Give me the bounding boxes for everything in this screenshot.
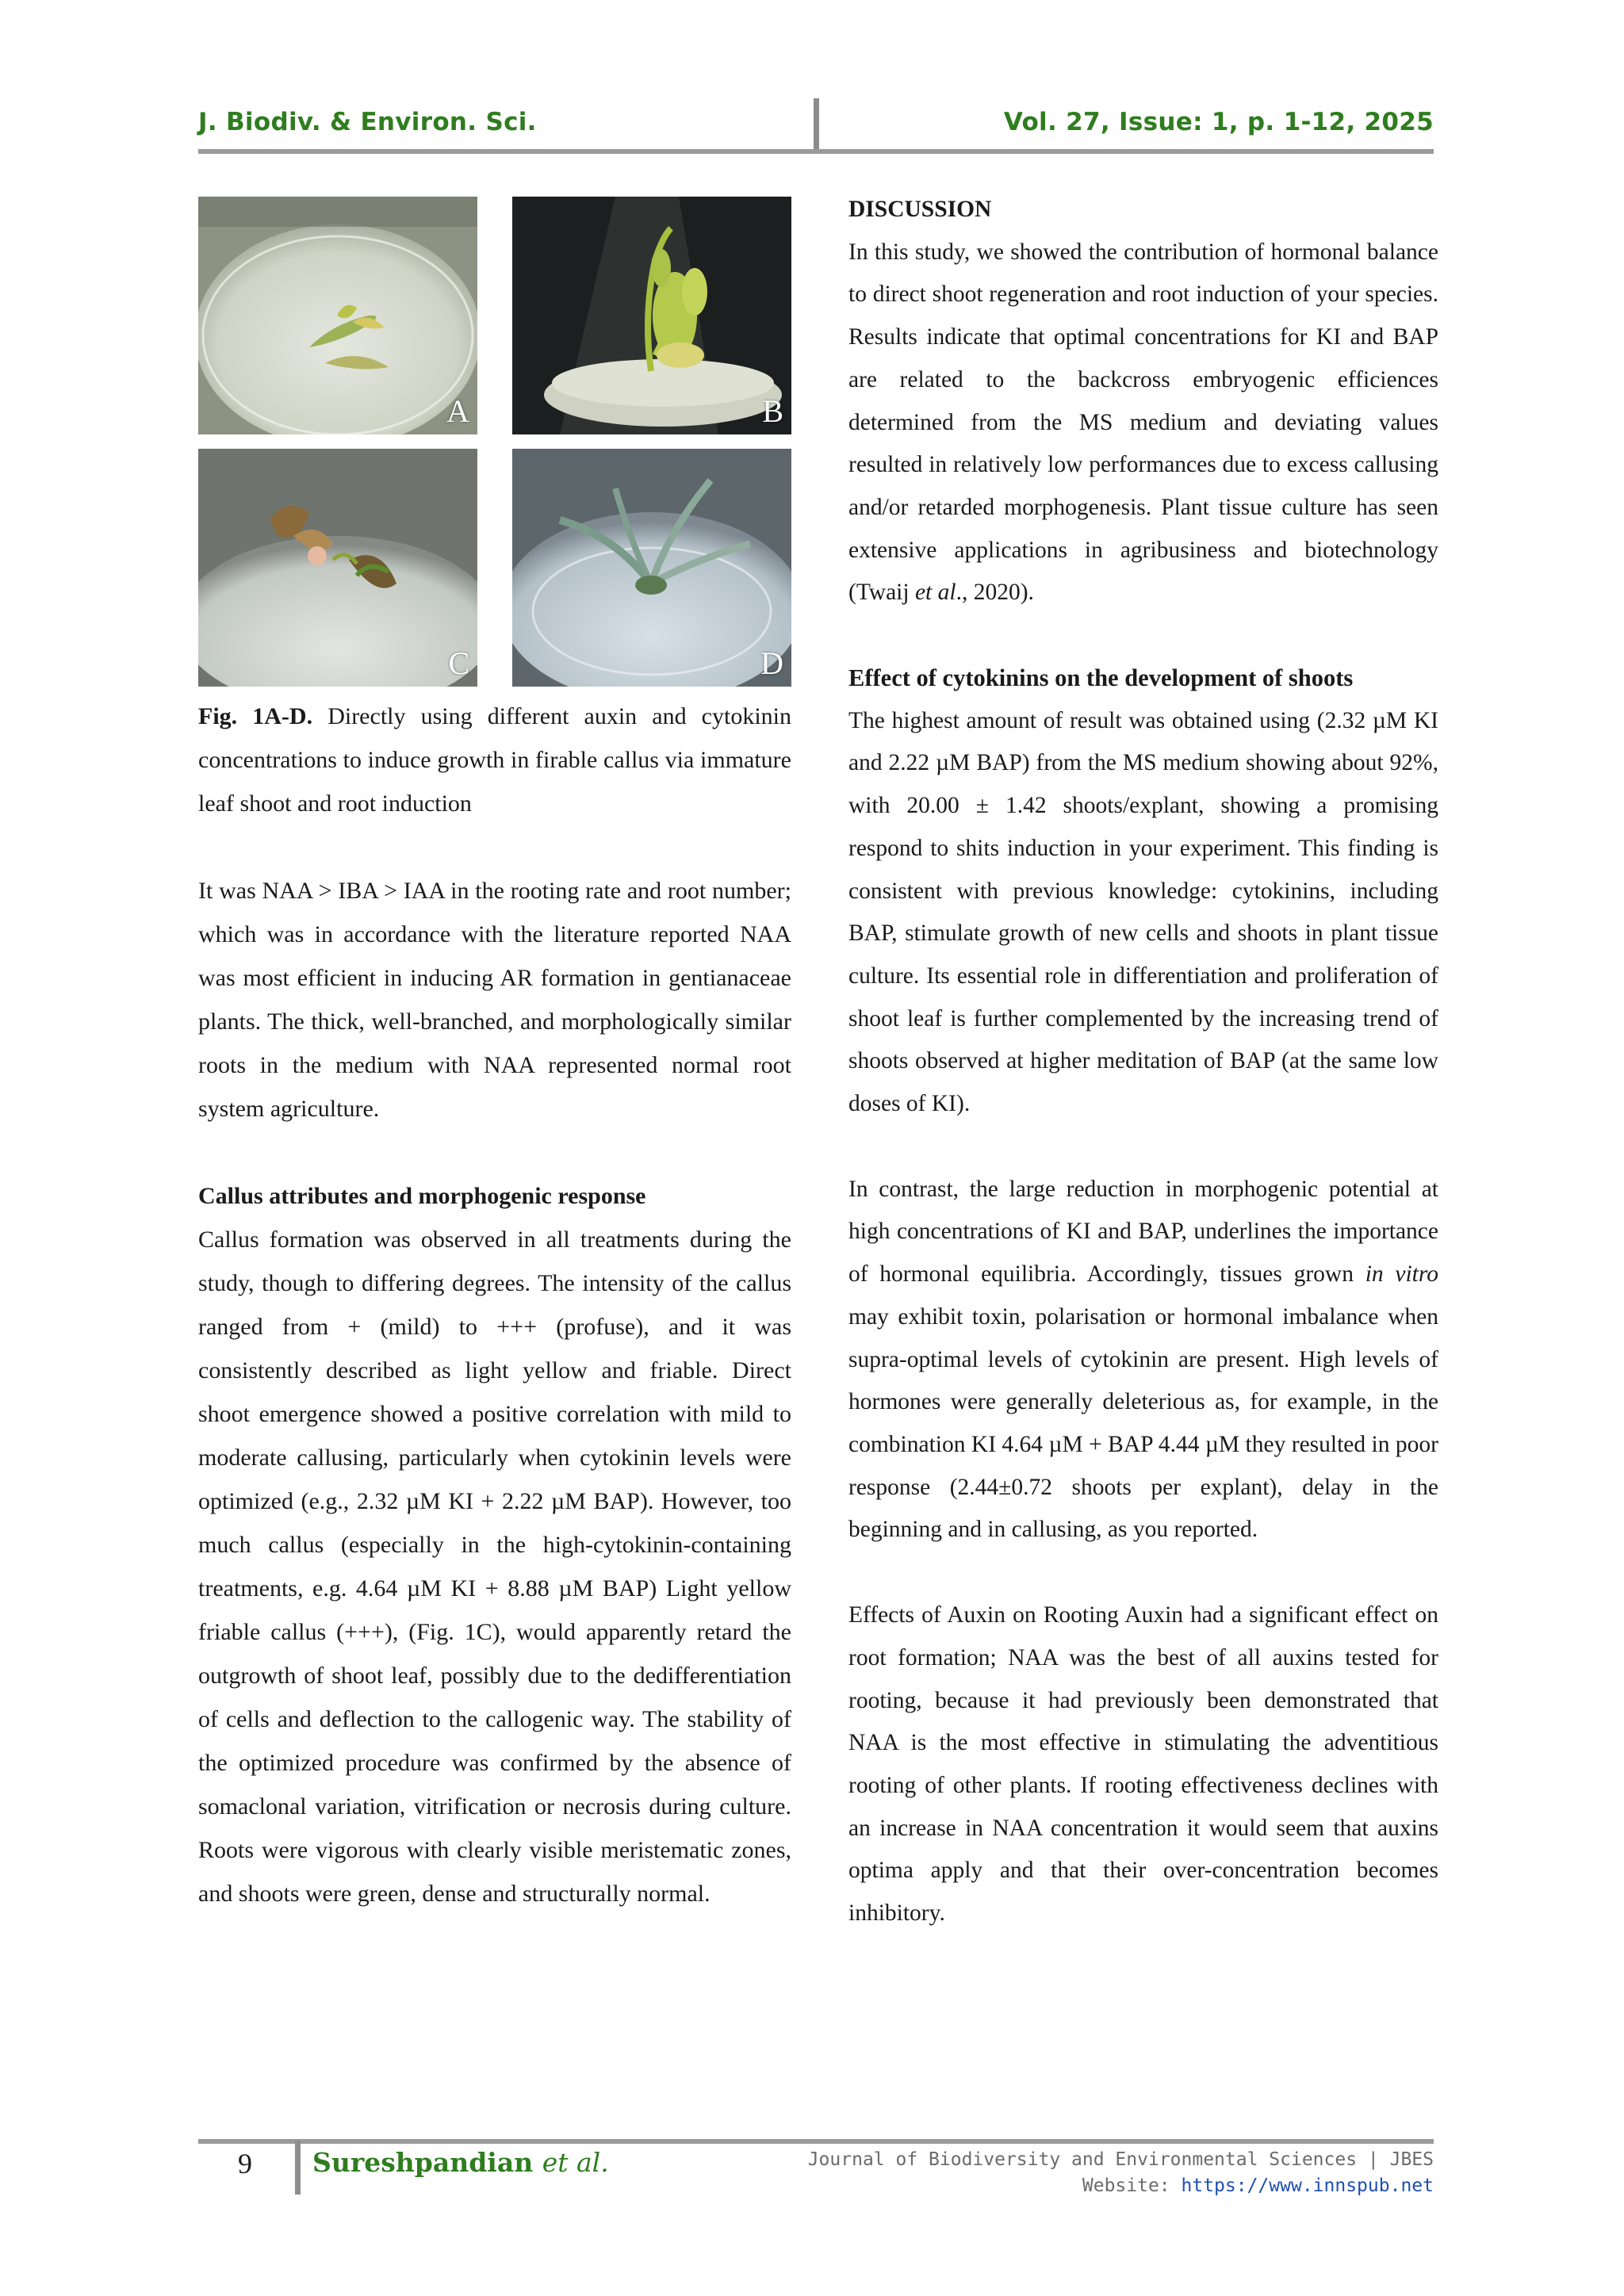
website-link[interactable]: https://www.innspub.net	[1181, 2175, 1434, 2196]
page-number: 9	[238, 2148, 252, 2179]
section-heading-discussion: DISCUSSION	[848, 197, 992, 222]
flask-photo-icon	[198, 449, 477, 687]
header-rule	[198, 149, 1434, 154]
journal-full-name: Journal of Biodiversity and Environmental Sciences | JBES	[807, 2149, 1434, 2170]
website-line	[808, 2173, 1434, 2199]
footer-journal-info	[808, 2147, 1434, 2199]
panel-d-photo	[512, 449, 791, 687]
footer-rule	[198, 2139, 1434, 2144]
flask-photo-icon	[512, 449, 791, 687]
footer-author	[312, 2147, 609, 2178]
auxin-paragraph: Effects of Auxin on Rooting Auxin had a significant effect on root formation; NAA was the best of all auxins tested for rooting, because it had previously been demonstrated that NAA is the most effective in stimulating the adventitious rooting of other plants. If rooting effectiveness declines with an increase in NAA concentration it would seem that auxins optima apply and that their over-concentration becomes inhibitory.	[848, 1602, 1438, 1927]
contrast-in-vitro: in vitro	[1365, 1261, 1438, 1288]
author-name: Sureshpandian	[312, 2147, 534, 2178]
panel-a-photo	[198, 197, 477, 434]
journal-short-title: J. Biodiv. & Environ. Sci.	[198, 108, 537, 136]
figure-1	[198, 197, 791, 687]
author-etal: et al.	[542, 2147, 609, 2178]
footer-divider	[295, 2141, 301, 2195]
contrast-text-end: may exhibit toxin, polarisation or hormonal imbalance when supra-optimal levels of cytokinin are present. High levels of hormones were generally deleterious as, for example, in the combination KI 4.64 µM + BAP 4.44 µM they resulted in poor response (2.44±0.72 shoots per explant), delay in the beginning and in callusing, as you reported.	[848, 1303, 1438, 1543]
panel-b-photo	[512, 197, 791, 434]
left-column	[198, 695, 791, 1915]
figure-caption-label: Fig. 1A-D.	[198, 703, 313, 729]
panel-c-photo	[198, 449, 477, 687]
flask-photo-icon	[512, 197, 791, 434]
panel-label: B	[762, 393, 783, 429]
volume-issue: Vol. 27, Issue: 1, p. 1-12, 2025	[1003, 108, 1434, 136]
contrast-paragraph	[848, 1169, 1438, 1552]
section-heading-cytokinins: Effect of cytokinins on the development of shoots	[848, 664, 1354, 692]
header-divider	[814, 98, 819, 151]
right-column	[848, 189, 1438, 1935]
callus-paragraph: Callus formation was observed in all treatments during the study, though to differing degrees. The intensity of the callus ranged from + (mild) to +++ (profuse), and it was consistently described as light yellow and friable. Direct shoot emergence showed a positive correlation with mild to moderate callusing, particularly when cytokinin levels were optimized (e.g., 2.32 µM KI + 2.22 µM BAP). However, too much callus (especially in the high-cytokinin-containing treatments, e.g. 4.64 µM KI + 8.88 µM BAP) Light yellow friable callus (+++), (Fig. 1C), would apparently retard the outgrowth of shoot leaf, possibly due to the dedifferentiation of cells and deflection to the callogenic way. The stability of the optimized procedure was confirmed by the absence of somaclonal variation, vitrification or necrosis during culture. Roots were vigorous with clearly visible meristematic zones, and shoots were green, dense and structurally normal.	[198, 1226, 791, 1907]
contrast-text: In contrast, the large reduction in morphogenic potential at high concentrations of KI and BAP, underlines the importance of hormonal equilibria. Accordingly, tissues grown	[848, 1176, 1438, 1288]
section-heading-callus: Callus attributes and morphogenic response	[198, 1183, 646, 1209]
website-label: Website:	[1082, 2175, 1182, 2196]
panel-label: C	[448, 645, 469, 681]
discussion-paragraph	[848, 232, 1438, 614]
petri-dish-photo-icon	[198, 197, 477, 434]
rooting-paragraph: It was NAA > IBA > IAA in the rooting rate and root number; which was in accordance with the literature reported NAA was most efficient in inducing AR formation in gentianaceae plants. The thick, well-branched, and morphologically similar roots in the medium with NAA represented normal root system agriculture.	[198, 878, 791, 1122]
discussion-citation-end: ., 2020).	[956, 580, 1034, 606]
panel-label: A	[446, 393, 469, 429]
figure-caption	[198, 695, 791, 825]
panel-label: D	[760, 645, 783, 681]
discussion-etal: et al	[914, 580, 956, 606]
discussion-text: In this study, we showed the contribution of hormonal balance to direct shoot regeneration and root induction of your species. Results indicate that optimal concentrations for KI and BAP are related to the backcross embryogenic efficiences determined from the MS medium and deviating values resulted in relatively low performances due to excess callusing and/or retarded morphogenesis. Plant tissue culture has seen extensive applications in agribusiness and biotechnology (Twaij	[848, 239, 1438, 606]
cytokinins-paragraph: The highest amount of result was obtained using (2.32 µM KI and 2.22 µM BAP) from the MS medium showing about 92%, with 20.00 ± 1.42 shoots/explant, showing a promising respond to shits induction in your experiment. This finding is consistent with previous knowledge: cytokinins, including BAP, stimulate growth of new cells and shoots in plant tissue culture. Its essential role in differentiation and proliferation of shoot leaf is further complemented by the increasing trend of shoots observed at higher meditation of BAP (at the same low doses of KI).	[848, 707, 1438, 1117]
figure-caption-text: Directly using different auxin and cytokinin concentrations to induce growth in firable callus via immature leaf shoot and root induction	[198, 703, 791, 817]
